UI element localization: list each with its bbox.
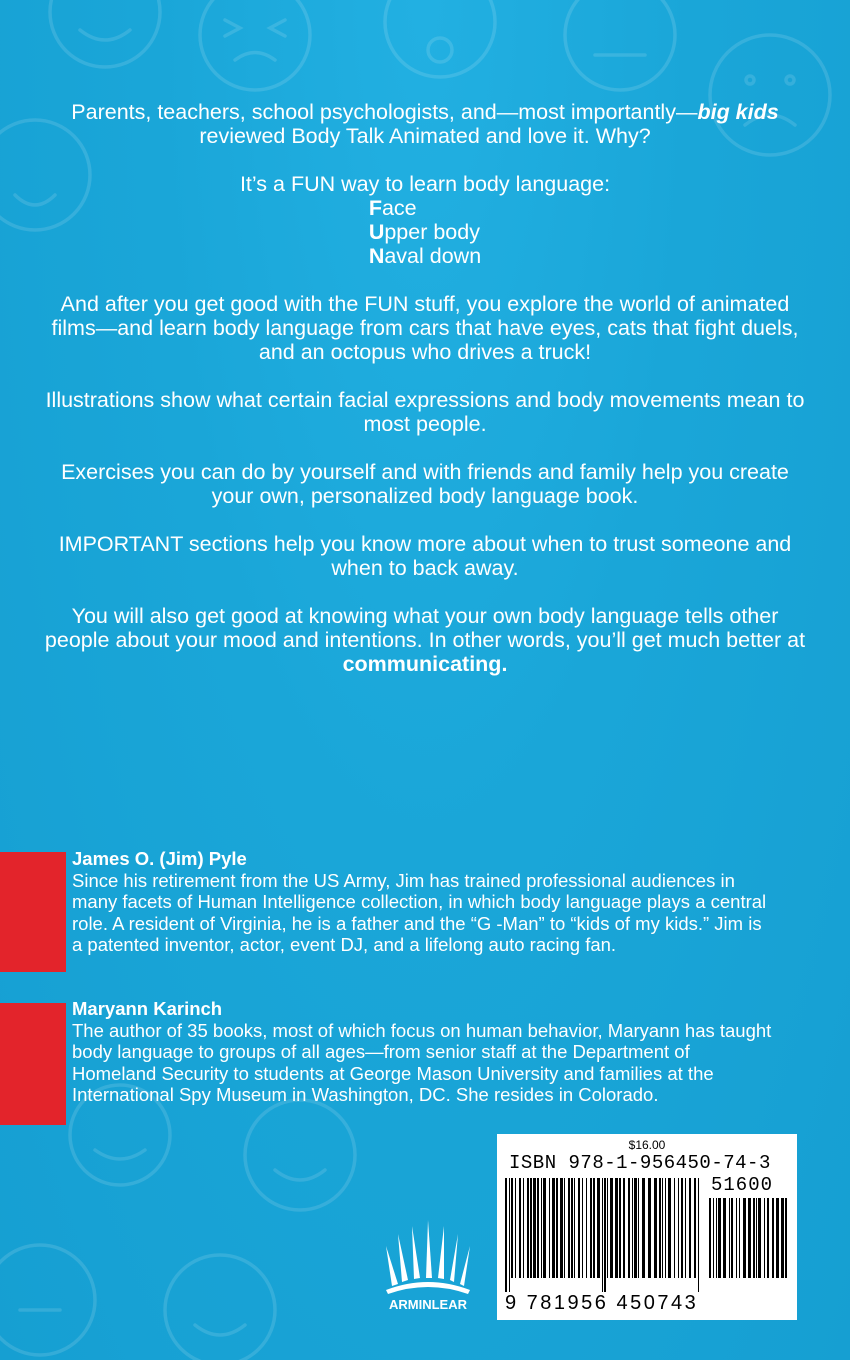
barcode-bar — [648, 1178, 651, 1278]
barcode-bar — [756, 1198, 757, 1278]
author-bio-text: The author of 35 books, most of which focus on human behavior, Maryann has taught body language to groups of all ages—from senior staff at the Department of Homeland Security to students at George Mason University and families at the International Spy Museum in Washington, DC. She resides in Colorado. — [72, 1019, 772, 1105]
barcode-bar — [530, 1178, 532, 1278]
barcode-bar — [560, 1178, 563, 1278]
barcode-bar — [685, 1178, 686, 1278]
fun-intro: It’s a FUN way to learn body language: — [239, 172, 611, 196]
illustrations-paragraph: Illustrations show what certain facial expressions and body movements mean to most people. — [45, 388, 805, 436]
barcode-bar — [698, 1178, 699, 1292]
barcode-bar — [602, 1178, 603, 1292]
barcode-bar — [638, 1178, 639, 1278]
surprised-face-icon — [385, 0, 495, 77]
barcode-bar — [665, 1178, 666, 1278]
addon-number: 51600 — [711, 1174, 774, 1196]
barcode-bar — [743, 1198, 746, 1278]
barcode-bar — [781, 1198, 784, 1278]
barcode-bar — [604, 1178, 606, 1292]
barcode-bar — [642, 1178, 645, 1278]
red-accent-bar-2 — [0, 1003, 66, 1125]
barcode-bar — [758, 1198, 761, 1278]
neutral-face-icon — [565, 0, 675, 90]
barcode-bar — [615, 1178, 618, 1278]
barcode-bar — [776, 1198, 779, 1278]
barcode-bar — [564, 1178, 565, 1278]
author-name: James O. (Jim) Pyle — [72, 848, 247, 869]
smiley-face-icon — [165, 1255, 275, 1360]
barcode-bar — [582, 1178, 583, 1278]
barcode-bar — [556, 1178, 558, 1278]
barcode-bar — [731, 1198, 733, 1278]
addon-barcode — [709, 1198, 791, 1292]
barcode-bar — [541, 1178, 542, 1278]
barcode-bar — [739, 1198, 740, 1278]
intro-paragraph: Parents, teachers, school psychologists, and—most importantly—big kids reviewed Body Talk Animated and love it. Why? — [71, 100, 779, 148]
barcode-bar — [767, 1198, 769, 1278]
barcode-bar — [723, 1198, 726, 1278]
barcode-bar — [578, 1178, 580, 1278]
neutral-face-icon — [0, 1245, 95, 1355]
wink-face-icon — [200, 0, 310, 90]
barcode-bar — [552, 1178, 555, 1278]
author-bio-karinch — [72, 998, 772, 1106]
barcode-bar — [568, 1178, 570, 1278]
barcode-bar — [527, 1178, 529, 1278]
barcode-bar — [593, 1178, 595, 1278]
barcode-bar — [736, 1198, 737, 1278]
barcode-bar — [628, 1178, 630, 1278]
barcode-bar — [519, 1178, 521, 1278]
barcode-bar — [678, 1178, 679, 1278]
barcode-bar — [674, 1178, 675, 1278]
barcode-bar — [709, 1198, 711, 1278]
own-body-language-paragraph: You will also get good at knowing what your own body language tells other people about your mood and intentions. In other words, you’ll get much better at communicating. — [44, 604, 806, 676]
author-bio-text: Since his retirement from the US Army, Jim has trained professional audiences in many facets of Human Intelligence collection, in which body language plays a central role. A resident of Virginia, he is a father and the “G -Man” to “kids of my kids.” Jim is a patented inventor, actor, event DJ, and a lifelong auto racing fan. — [72, 869, 767, 955]
barcode-bar — [632, 1178, 633, 1278]
fun-item-face: Face — [368, 196, 417, 220]
barcode-bar — [619, 1178, 621, 1278]
barcode-bar — [654, 1178, 657, 1278]
smiley-face-icon — [50, 0, 160, 67]
barcode-bar — [515, 1178, 516, 1278]
barcode-bar — [590, 1178, 592, 1278]
barcode-bar — [753, 1198, 755, 1278]
barcode-bar — [772, 1198, 774, 1278]
barcode-bar — [718, 1198, 721, 1278]
fun-item-upper-body: Upper body — [368, 220, 480, 244]
barcode-bar — [764, 1198, 765, 1278]
barcode-bar — [523, 1178, 524, 1278]
films-paragraph: And after you get good with the FUN stuff, you explore the world of animated films—and learn body language from cars that have eyes, cats that fight duels, and an octopus who drives a truck! — [51, 292, 799, 364]
barcode-bar — [509, 1178, 510, 1292]
barcode-bar — [597, 1178, 600, 1278]
barcode-bar — [571, 1178, 573, 1278]
barcode-bar — [607, 1178, 608, 1278]
red-accent-bar-1 — [0, 852, 66, 972]
barcode-bar — [533, 1178, 536, 1278]
ean-number: 9 781956 450743 — [505, 1292, 699, 1314]
ean-barcode — [505, 1178, 701, 1292]
barcode-bar — [505, 1178, 507, 1292]
isbn-text: ISBN 978-1-956450-74-3 — [509, 1152, 771, 1174]
fun-item-naval-down: Naval down — [368, 244, 482, 268]
important-paragraph: IMPORTANT sections help you know more about when to trust someone and when to back away. — [58, 532, 792, 580]
barcode-bar — [748, 1198, 751, 1278]
publisher-name: ARMINLEAR — [389, 1297, 467, 1312]
barcode-bar — [689, 1178, 691, 1278]
barcode-bar — [586, 1178, 587, 1278]
barcode-bar — [785, 1198, 787, 1278]
author-bio-pyle — [72, 848, 772, 956]
barcode-bar — [634, 1178, 637, 1278]
barcode-bar — [549, 1178, 550, 1278]
barcode-bar — [537, 1178, 539, 1278]
wink-face-icon — [245, 1100, 355, 1210]
barcode-bar — [662, 1178, 663, 1278]
barcode-bar — [668, 1178, 671, 1278]
barcode-bar — [610, 1178, 613, 1278]
exercises-paragraph: Exercises you can do by yourself and with friends and family help you create your own, personalized body language book. — [61, 460, 789, 508]
fun-acronym-list — [369, 196, 481, 268]
barcode-bar — [623, 1178, 625, 1278]
barcode-bar — [681, 1178, 683, 1278]
barcode-box — [497, 1134, 797, 1320]
barcode-bar — [659, 1178, 661, 1278]
barcode-bar — [574, 1178, 575, 1278]
price-label: $16.00 — [628, 1138, 666, 1152]
barcode-bar — [729, 1198, 730, 1278]
barcode-bar — [716, 1198, 717, 1278]
arminlear-logo — [368, 1216, 488, 1312]
barcode-bar — [511, 1178, 513, 1278]
emphasis-big-kids: big kids — [697, 100, 779, 124]
cover-blurb — [40, 100, 810, 700]
barcode-bar — [713, 1198, 714, 1278]
author-name: Maryann Karinch — [72, 998, 223, 1019]
barcode-bar — [694, 1178, 696, 1278]
barcode-bar — [543, 1178, 546, 1278]
